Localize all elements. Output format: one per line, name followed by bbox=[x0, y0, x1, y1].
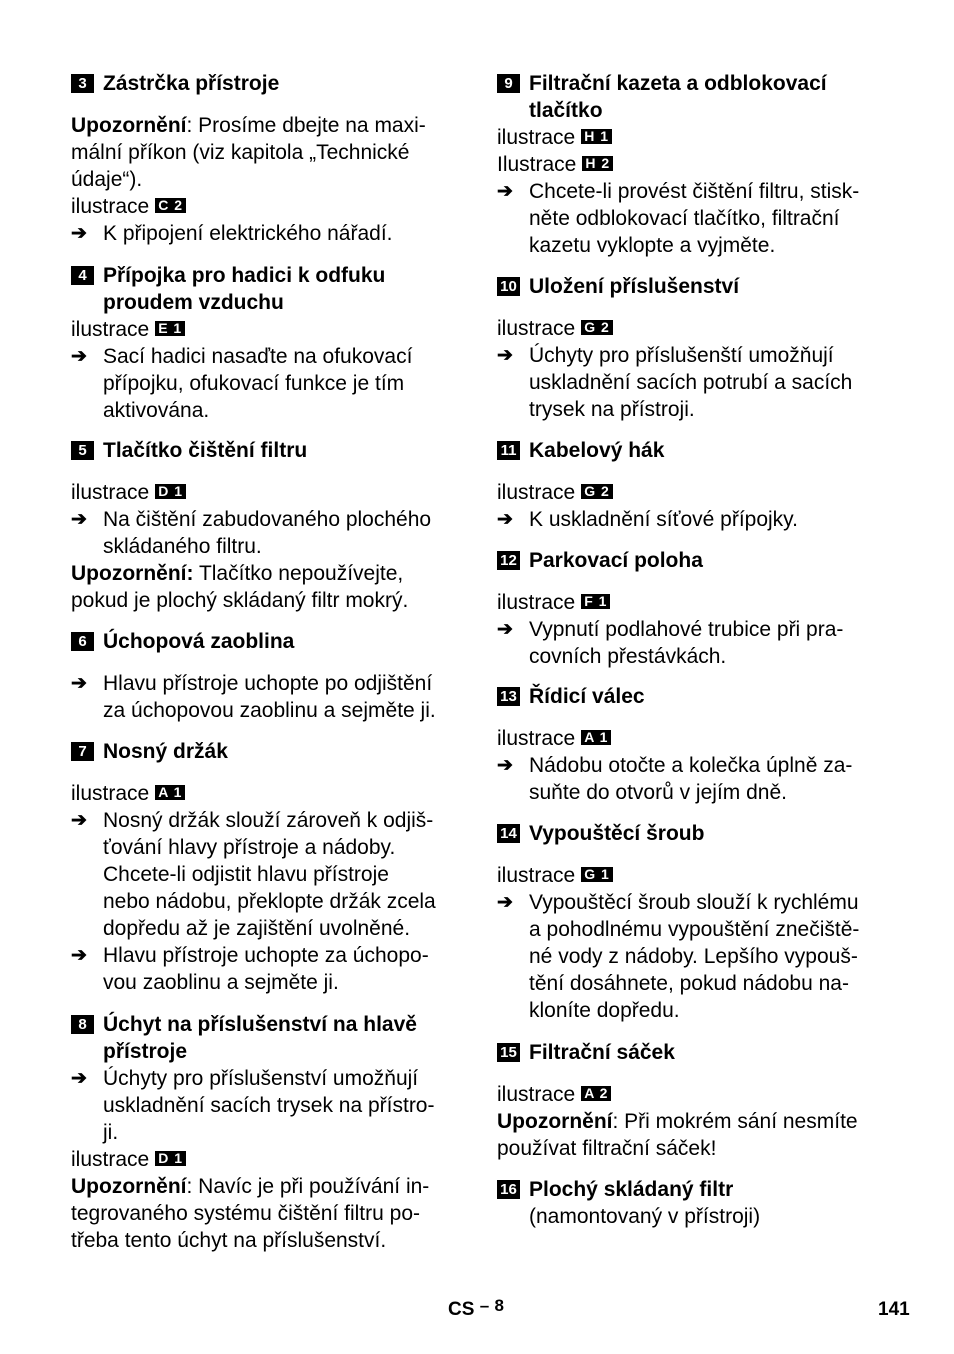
illustration-ref bbox=[497, 725, 897, 752]
section-number-badge: 3 bbox=[71, 74, 94, 93]
spacer bbox=[497, 710, 897, 725]
section-heading bbox=[71, 738, 471, 765]
bullet-text-line: aktivována. bbox=[103, 399, 210, 422]
section-title-line: přístroje bbox=[103, 1040, 188, 1063]
spacer bbox=[497, 574, 897, 589]
section-15 bbox=[497, 1039, 897, 1162]
section-number-badge: 16 bbox=[497, 1180, 520, 1199]
arrow-icon: ➔ bbox=[497, 345, 513, 366]
illustration-label: ilustrace bbox=[497, 1083, 576, 1106]
section-number-badge: 15 bbox=[497, 1043, 520, 1062]
section-heading bbox=[497, 683, 897, 710]
illustration-ref bbox=[71, 780, 471, 807]
bullet-item bbox=[497, 342, 897, 423]
arrow-icon: ➔ bbox=[497, 892, 513, 913]
section-number-badge: 4 bbox=[71, 266, 94, 285]
bullet-text-line: Nosný držák slouží zároveň k odjiš- bbox=[103, 809, 434, 832]
bullet-text-line: K připojení elektrického nářadí. bbox=[103, 222, 393, 245]
arrow-icon: ➔ bbox=[71, 945, 87, 966]
note-line bbox=[71, 1173, 471, 1200]
spacer bbox=[497, 300, 897, 315]
section-number-badge: 7 bbox=[71, 742, 94, 761]
spacer bbox=[497, 847, 897, 862]
illustration-ref bbox=[71, 193, 471, 220]
section-title-line: Zástrčka přístroje bbox=[103, 72, 280, 95]
bullet-text-line: skládaného filtru. bbox=[103, 535, 262, 558]
section-16 bbox=[497, 1176, 897, 1230]
illustration-tag: E 1 bbox=[155, 321, 185, 336]
section-title-line: Vypouštěcí šroub bbox=[529, 822, 705, 845]
illustration-tag: G 2 bbox=[581, 320, 613, 335]
arrow-icon: ➔ bbox=[497, 181, 513, 202]
illustration-ref bbox=[497, 151, 897, 178]
section-title-line: Filtrační kazeta a odblokovací bbox=[529, 72, 827, 95]
illustration-tag: H 2 bbox=[582, 156, 613, 171]
bullet-item bbox=[71, 220, 471, 247]
section-number-badge: 11 bbox=[497, 441, 520, 460]
section-heading bbox=[71, 628, 471, 655]
section-number-badge: 9 bbox=[497, 74, 520, 93]
bullet-item bbox=[497, 616, 897, 670]
section-heading bbox=[71, 70, 471, 97]
note bbox=[71, 560, 471, 614]
section-4 bbox=[71, 262, 471, 424]
spacer bbox=[71, 464, 471, 479]
note bbox=[71, 112, 471, 193]
arrow-icon: ➔ bbox=[497, 755, 513, 776]
bullet-text-line: K uskladnění síťové přípojky. bbox=[529, 508, 798, 531]
bullet-text-line: nebo nádobu, překlopte držák zcela bbox=[103, 890, 436, 913]
note-separator: : bbox=[186, 1175, 193, 1198]
footer-lang-code: CS bbox=[448, 1299, 475, 1320]
section-7 bbox=[71, 738, 471, 996]
bullet-text-line: suňte do otvorů v jejím dně. bbox=[529, 781, 787, 804]
bullet-text-line: Vypnutí podlahové trubice při pra- bbox=[529, 618, 844, 641]
section-number-badge: 14 bbox=[497, 824, 520, 843]
bullet-item bbox=[71, 807, 471, 942]
bullet-text-line: uskladnění sacích potrubí a sacích bbox=[529, 371, 853, 394]
section-6 bbox=[71, 628, 471, 724]
illustration-ref bbox=[497, 124, 897, 151]
section-number-badge: 6 bbox=[71, 632, 94, 651]
bullet-item bbox=[497, 506, 897, 533]
illustration-label: ilustrace bbox=[71, 318, 150, 341]
bullet-text-line: Hlavu přístroje uchopte za úchopo- bbox=[103, 944, 429, 967]
section-title-line: tlačítko bbox=[529, 99, 603, 122]
note-label: Upozornění bbox=[71, 114, 187, 137]
note-label: Upozornění bbox=[71, 1175, 187, 1198]
note-line: údaje“). bbox=[71, 168, 143, 191]
section-13 bbox=[497, 683, 897, 806]
note-text: Při mokrém sání nesmíte bbox=[618, 1110, 858, 1133]
illustration-ref bbox=[497, 315, 897, 342]
bullet-item bbox=[497, 889, 897, 1024]
section-10 bbox=[497, 273, 897, 423]
section-title-line: proudem vzduchu bbox=[103, 291, 284, 314]
note-line: používat filtrační sáček! bbox=[497, 1137, 717, 1160]
illustration-ref bbox=[71, 1146, 471, 1173]
note-line bbox=[497, 1108, 897, 1135]
bullet-text-line: kazetu vyklopte a vyjměte. bbox=[529, 234, 776, 257]
footer-lang bbox=[448, 1296, 504, 1323]
footer-lang-page: 8 bbox=[494, 1296, 504, 1315]
bullet-text-line: a pohodlnému vypouštění znečiště- bbox=[529, 918, 860, 941]
arrow-icon: ➔ bbox=[71, 673, 87, 694]
note-label: Upozornění: bbox=[71, 562, 194, 585]
illustration-label: ilustrace bbox=[497, 864, 576, 887]
bullet-item bbox=[71, 1065, 471, 1146]
section-heading bbox=[71, 1011, 471, 1065]
bullet-text-line: kloníte dopředu. bbox=[529, 999, 680, 1022]
bullet-text-line: Sací hadici nasaďte na ofukovací bbox=[103, 345, 413, 368]
section-title-line: Kabelový hák bbox=[529, 439, 665, 462]
section-heading bbox=[497, 1039, 897, 1066]
illustration-tag: A 1 bbox=[581, 730, 611, 745]
arrow-icon: ➔ bbox=[71, 810, 87, 831]
section-heading bbox=[497, 820, 897, 847]
note-text: Navíc je při používání in- bbox=[192, 1175, 430, 1198]
bullet-text-line: vou zaoblinu a sejměte ji. bbox=[103, 971, 339, 994]
bullet-item bbox=[71, 343, 471, 424]
illustration-label: ilustrace bbox=[497, 317, 576, 340]
section-title-line: Přípojka pro hadici k odfuku bbox=[103, 264, 386, 287]
note-line bbox=[71, 560, 471, 587]
illustration-tag: A 1 bbox=[155, 785, 185, 800]
note bbox=[71, 1173, 471, 1254]
section-heading bbox=[497, 70, 897, 124]
section-title-line: Úchyt na příslušenství na hlavě bbox=[103, 1013, 417, 1036]
section-title-line: Řídicí válec bbox=[529, 685, 645, 708]
illustration-ref bbox=[497, 479, 897, 506]
illustration-tag: F 1 bbox=[581, 594, 610, 609]
note-line: mální příkon (viz kapitola „Technické bbox=[71, 141, 410, 164]
section-heading bbox=[497, 273, 897, 300]
bullet-text-line: Chcete-li provést čištění filtru, stisk- bbox=[529, 180, 860, 203]
bullet-text-line: Chcete-li odjistit hlavu přístroje bbox=[103, 863, 389, 886]
bullet-item bbox=[71, 506, 471, 560]
note-text: Tlačítko nepoužívejte, bbox=[193, 562, 404, 585]
note-line bbox=[71, 112, 471, 139]
spacer bbox=[497, 1066, 897, 1081]
bullet-item bbox=[71, 670, 471, 724]
section-subtitle: (namontovaný v přístroji) bbox=[529, 1205, 761, 1228]
illustration-label: ilustrace bbox=[71, 782, 150, 805]
illustration-tag: D 1 bbox=[155, 1151, 186, 1166]
section-title-line: Tlačítko čištění filtru bbox=[103, 439, 308, 462]
arrow-icon: ➔ bbox=[497, 619, 513, 640]
bullet-text-line: ťování hlavy přístroje a nádoby. bbox=[103, 836, 396, 859]
section-heading bbox=[497, 547, 897, 574]
section-number-badge: 12 bbox=[497, 551, 520, 570]
bullet-text-line: trysek na přístroji. bbox=[529, 398, 695, 421]
illustration-ref bbox=[497, 589, 897, 616]
section-number-badge: 10 bbox=[497, 277, 520, 296]
bullet-text-line: Vypouštěcí šroub slouží k rychlému bbox=[529, 891, 859, 914]
spacer bbox=[71, 97, 471, 112]
section-14 bbox=[497, 820, 897, 1024]
spacer bbox=[71, 765, 471, 780]
illustration-label: ilustrace bbox=[497, 481, 576, 504]
bullet-text-line: ji. bbox=[103, 1121, 119, 1144]
bullet-text-line: tění dosáhnete, pokud nádobu na- bbox=[529, 972, 849, 995]
illustration-tag: G 2 bbox=[581, 484, 613, 499]
arrow-icon: ➔ bbox=[71, 509, 87, 530]
note-text: Prosíme dbejte na maxi- bbox=[192, 114, 426, 137]
bullet-text-line: Nádobu otočte a kolečka úplně za- bbox=[529, 754, 853, 777]
bullet-item bbox=[497, 178, 897, 259]
illustration-ref bbox=[71, 479, 471, 506]
section-title-line: Úchopová zaoblina bbox=[103, 630, 295, 653]
bullet-text-line: covních přestávkách. bbox=[529, 645, 727, 668]
section-5 bbox=[71, 437, 471, 614]
note-label: Upozornění bbox=[497, 1110, 613, 1133]
illustration-tag: H 1 bbox=[581, 129, 612, 144]
illustration-tag: C 2 bbox=[155, 198, 186, 213]
bullet-text-line: přípojku, ofukovací funkce je tím bbox=[103, 372, 405, 395]
illustration-label: ilustrace bbox=[497, 126, 576, 149]
bullet-text-line: Úchyty pro příslušenští umožňují bbox=[529, 344, 834, 367]
section-title-line: Parkovací poloha bbox=[529, 549, 703, 572]
section-heading bbox=[71, 437, 471, 464]
arrow-icon: ➔ bbox=[71, 1068, 87, 1089]
bullet-text-line: dopředu až je zajištění uvolněné. bbox=[103, 917, 411, 940]
illustration-label: Ilustrace bbox=[497, 153, 577, 176]
arrow-icon: ➔ bbox=[71, 223, 87, 244]
arrow-icon: ➔ bbox=[71, 346, 87, 367]
note-line: třeba tento úchyt na příslušenství. bbox=[71, 1229, 387, 1252]
illustration-label: ilustrace bbox=[71, 481, 150, 504]
section-12 bbox=[497, 547, 897, 670]
bullet-text-line: něte odblokovací tlačítko, filtrační bbox=[529, 207, 840, 230]
illustration-ref bbox=[71, 316, 471, 343]
bullet-item bbox=[497, 752, 897, 806]
section-heading bbox=[497, 1176, 897, 1230]
footer-dash: – bbox=[479, 1296, 490, 1315]
illustration-tag: A 2 bbox=[581, 1086, 611, 1101]
section-3 bbox=[71, 70, 471, 247]
bullet-text-line: né vody z nádoby. Lepšího vypouš- bbox=[529, 945, 858, 968]
illustration-tag: G 1 bbox=[581, 867, 613, 882]
bullet-text-line: Úchyty pro příslušenství umožňují bbox=[103, 1067, 419, 1090]
bullet-text-line: uskladnění sacích trysek na přístro- bbox=[103, 1094, 435, 1117]
note-line: tegrovaného systému čištění filtru po- bbox=[71, 1202, 421, 1225]
illustration-label: ilustrace bbox=[497, 727, 576, 750]
illustration-label: ilustrace bbox=[71, 195, 150, 218]
note bbox=[497, 1108, 897, 1162]
note-separator: : bbox=[186, 114, 193, 137]
illustration-label: ilustrace bbox=[497, 591, 576, 614]
section-heading bbox=[497, 437, 897, 464]
section-title-line: Nosný držák bbox=[103, 740, 228, 763]
note-separator: : bbox=[612, 1110, 619, 1133]
section-title-line: Uložení příslušenství bbox=[529, 275, 740, 298]
bullet-text-line: Na čištění zabudovaného plochého bbox=[103, 508, 432, 531]
section-heading bbox=[71, 262, 471, 316]
bullet-text-line: Hlavu přístroje uchopte po odjištění bbox=[103, 672, 433, 695]
spacer bbox=[497, 464, 897, 479]
arrow-icon: ➔ bbox=[497, 509, 513, 530]
section-title-line: Filtrační sáček bbox=[529, 1041, 675, 1064]
section-number-badge: 13 bbox=[497, 687, 520, 706]
bullet-text-line: za úchopovou zaoblinu a sejměte ji. bbox=[103, 699, 436, 722]
illustration-ref bbox=[497, 862, 897, 889]
section-number-badge: 8 bbox=[71, 1015, 94, 1034]
spacer bbox=[71, 655, 471, 670]
note-line: pokud je plochý skládaný filtr mokrý. bbox=[71, 589, 409, 612]
illustration-label: ilustrace bbox=[71, 1148, 150, 1171]
bullet-item bbox=[71, 942, 471, 996]
section-11 bbox=[497, 437, 897, 533]
illustration-tag: D 1 bbox=[155, 484, 186, 499]
section-8 bbox=[71, 1011, 471, 1254]
footer-page-number: 141 bbox=[878, 1299, 910, 1320]
section-9 bbox=[497, 70, 897, 259]
section-title-line: Plochý skládaný filtr bbox=[529, 1178, 734, 1201]
section-number-badge: 5 bbox=[71, 441, 94, 460]
illustration-ref bbox=[497, 1081, 897, 1108]
